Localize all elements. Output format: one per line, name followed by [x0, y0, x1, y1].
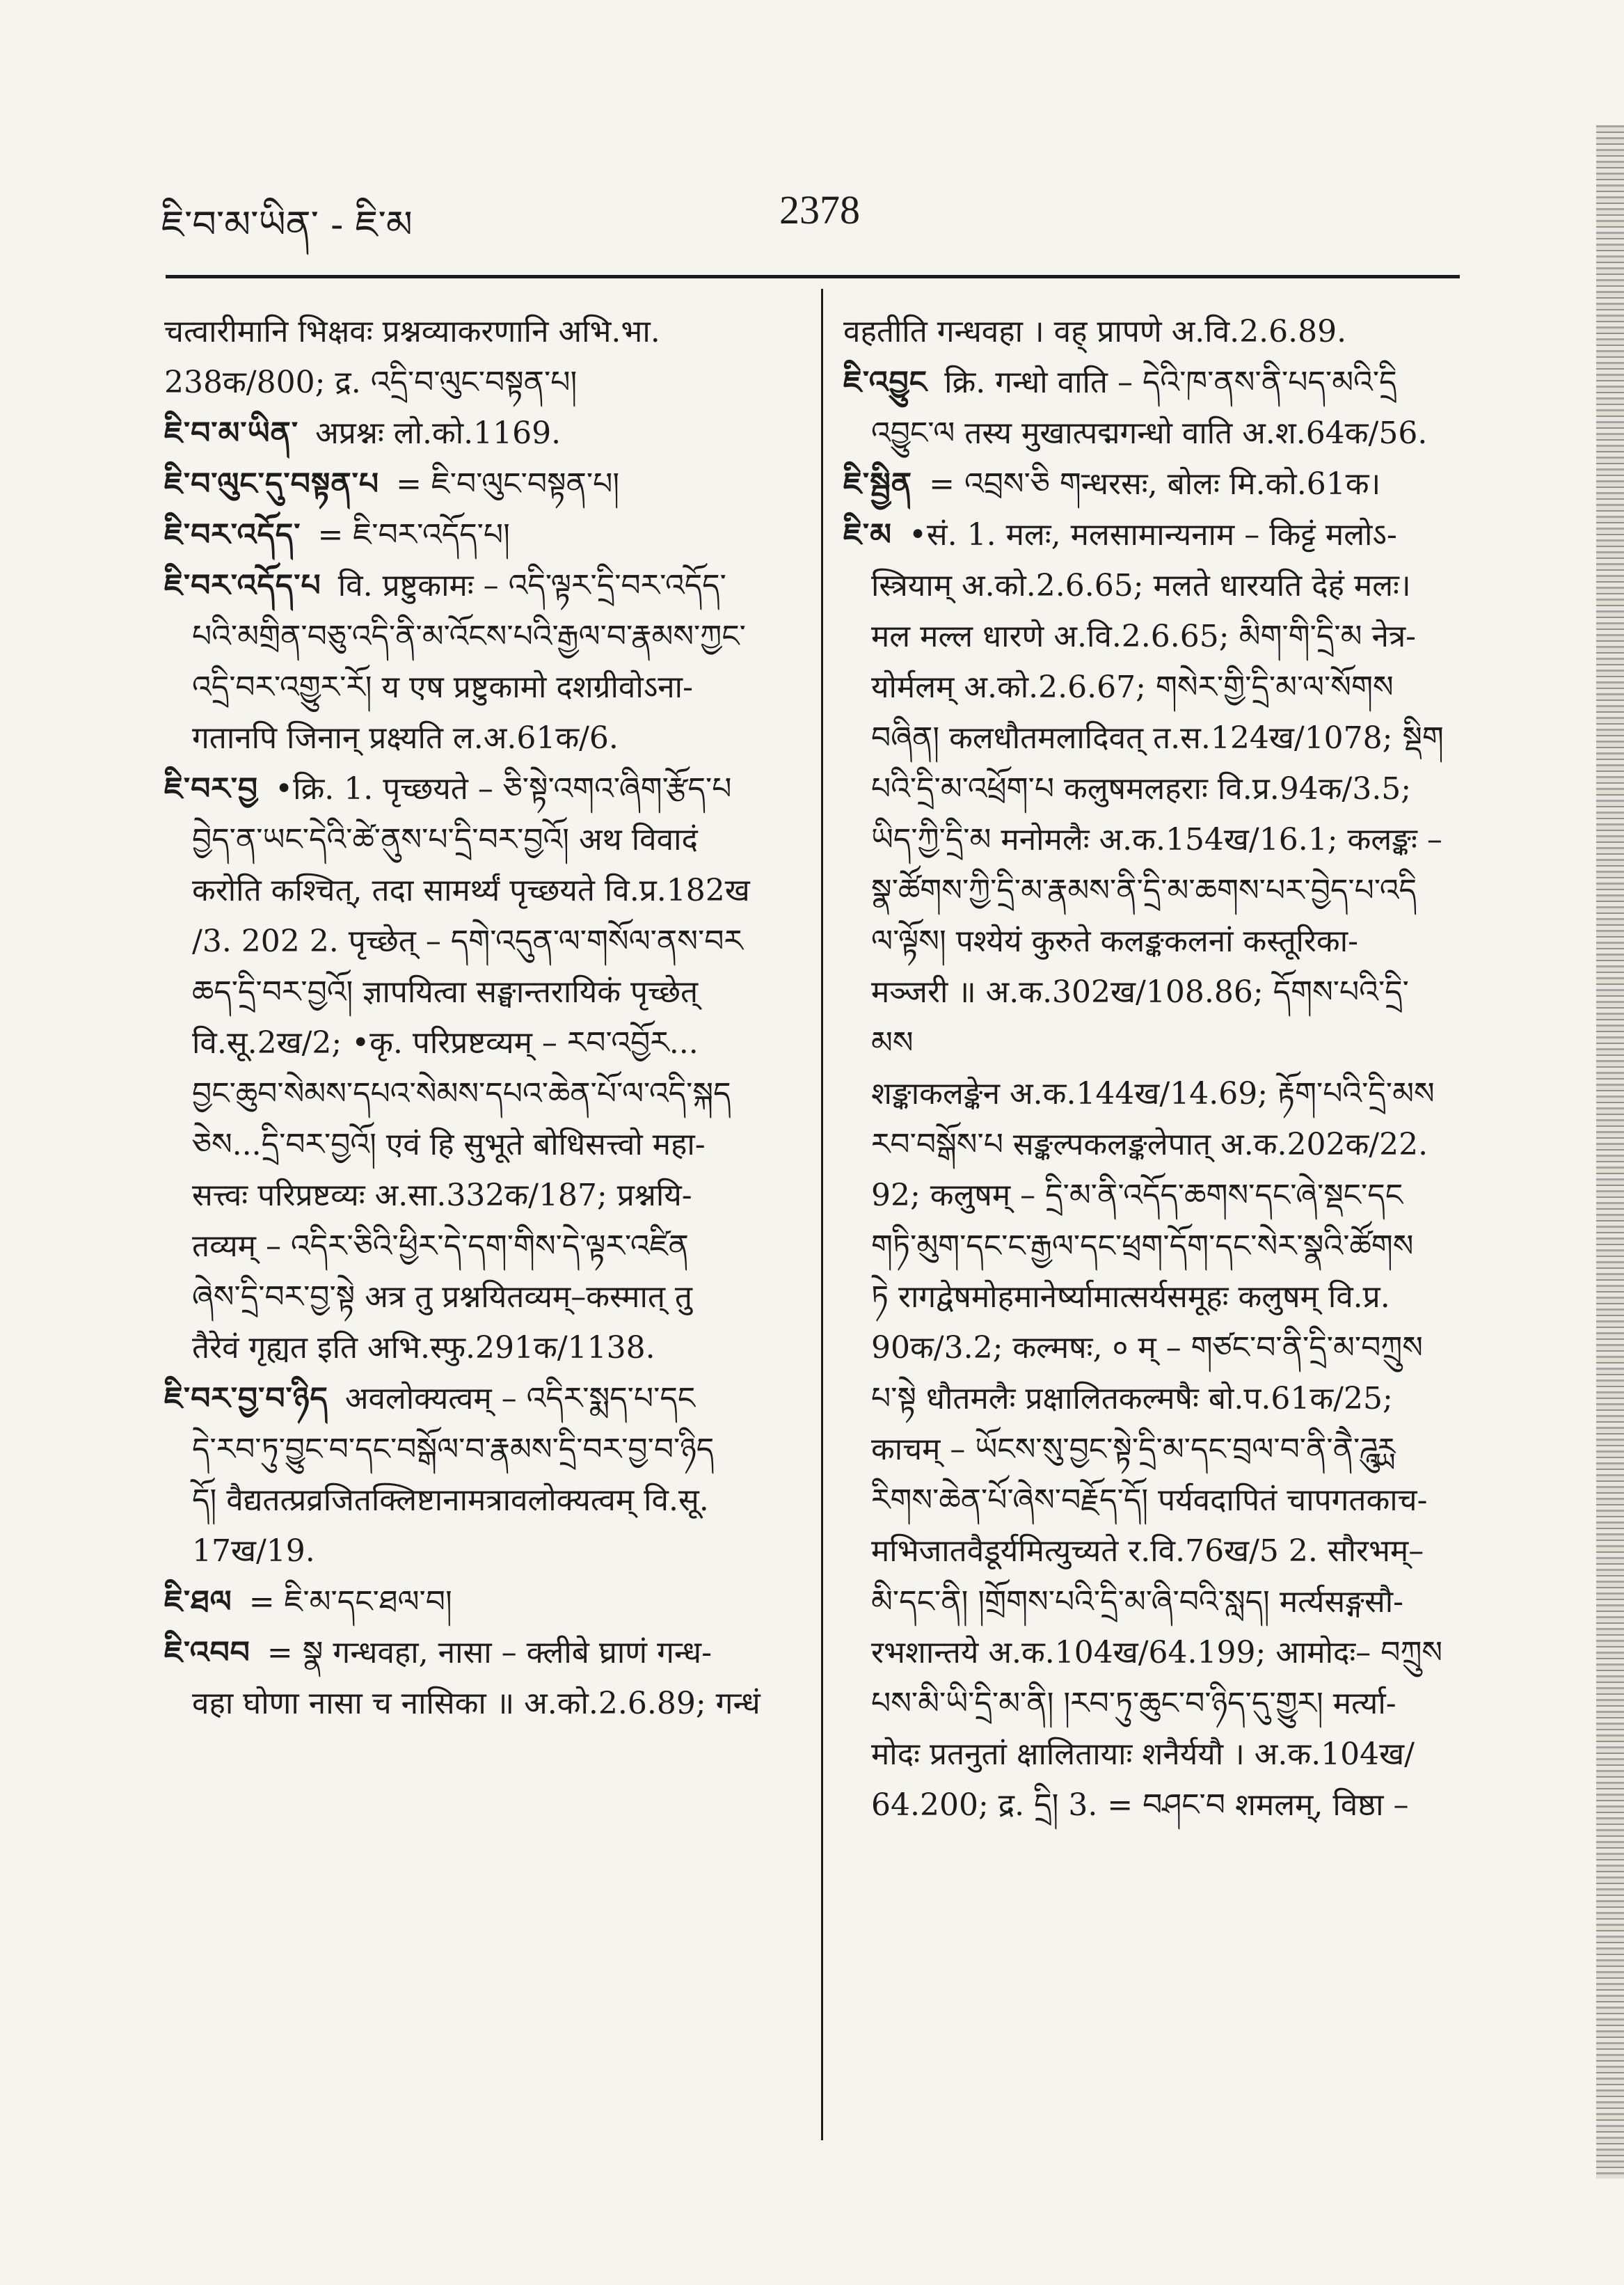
entry-line: [843, 764, 1449, 814]
entry-line: [843, 1068, 1449, 1119]
entry-line: [843, 1475, 1449, 1526]
entry-text: तव्यम् – འདིར་ཅིའི་ཕྱིར་དེ་དག་གིས་དེ་ལྟར་འཛིན: [192, 1228, 689, 1264]
entry-line: [164, 865, 790, 916]
entry-text: चत्वारीमानि भिक्षवः प्रश्नव्याकरणानि अभि.भा.: [164, 314, 660, 349]
entry-text: सत्त्वः परिप्रष्टव्यः अ.सा.332क/187; प्रश्नयि-: [192, 1178, 692, 1213]
entry-line: [843, 306, 1449, 357]
headword: ཇི་བར་འདོད་: [164, 517, 301, 553]
entry-text: འདྲི་བར་འགྱུར་རོ། य एष प्रष्टुकामो दशग्रीवोऽना-: [192, 670, 693, 705]
entry-line: [164, 1068, 790, 1119]
running-header: ཇི་བ་མ་ཡིན་ - ཇི་མ: [161, 203, 413, 246]
entry-line: [843, 1627, 1449, 1678]
entry-text: •क्रि. 1. पृच्छयते – ཅི་སྟེ་འགའ་ཞིག་རྩོད་པ: [275, 771, 732, 807]
right-column: [843, 306, 1449, 1831]
entry-text: मोदः प्रतनुतां क्षालितायाः शनैर्ययौ । अ.क.104ख/: [871, 1737, 1415, 1772]
dictionary-entry: [843, 509, 1449, 560]
entry-line: [843, 1729, 1449, 1780]
entry-text: སྣ་ཚོགས་ཀྱི་དྲི་མ་རྣམས་ནི་དྲི་མ་ཆགས་པར་བྱེད་པ་འདི: [871, 873, 1417, 908]
dictionary-entry: [843, 357, 1449, 408]
headword: ཇི་བར་འདོད་པ: [164, 568, 321, 603]
entry-text: པས་མི་ཡི་དྲི་མ་ནི། །རབ་ཏུ་ཆུང་བ་ཉིད་དུ་གྱུར། मर्त्या-: [871, 1686, 1396, 1721]
entry-text: མི་དང་ནི། །གྲོགས་པའི་དྲི་མ་ཞི་བའི་སླད། मर्त्यसङ्गसौ-: [871, 1584, 1404, 1620]
entry-text: वि. प्रष्टुकामः – འདི་ལྟར་དྲི་བར་འདོད་: [337, 568, 726, 603]
entry-line: [164, 1018, 790, 1068]
entry-line: [843, 662, 1449, 713]
entry-text: = སྣ गन्धवहा, नासा – क्लीबे घ्राणं गन्ध-: [266, 1635, 712, 1670]
entry-line: [843, 1119, 1449, 1170]
left-column: [164, 306, 790, 1729]
entry-text: योर्मलम् अ.को.2.6.67; གསེར་གྱི་དྲི་མ་ལ་སོགས: [871, 670, 1394, 705]
page-number: 2378: [779, 187, 860, 232]
entry-text: शङ्काकलङ्केन अ.क.144ख/14.69; རྟོག་པའི་དྲི་མས: [871, 1076, 1435, 1112]
entry-line: [843, 916, 1449, 967]
headword: ཇི་མ: [843, 517, 892, 553]
dictionary-entry: [164, 1373, 790, 1424]
page-edge: [1596, 125, 1624, 2179]
entry-text: རབ་བསྒོས་པ सङ्कल्पकलङ्कलेपात् अ.क.202क/22.: [871, 1127, 1428, 1162]
entry-text: 238क/800; द्र. འདྲི་བ་ལུང་བསྟན་པ།: [164, 365, 578, 400]
entry-text: བཞིན། कलधौतमलादिवत् त.स.124ख/1078; སྡིག: [871, 720, 1444, 756]
entry-text: ཆད་དྲི་བར་བྱའོ། ज्ञापयित्वा सङ्घान्तरायिकं पृच्छेत्: [192, 974, 699, 1010]
entry-text: པ་སྟེ धौतमलैः प्रक्षालितकल्मषैः बो.प.61क/25;: [871, 1381, 1393, 1416]
entry-line: [843, 1576, 1449, 1627]
dictionary-entry: [164, 1627, 790, 1678]
headword: ཇི་འབྱུང: [843, 365, 928, 400]
entry-line: [843, 1424, 1449, 1475]
entry-line: [843, 1322, 1449, 1373]
entry-text: अवलोक्यत्वम् – འདིར་སྨད་པ་དང: [344, 1381, 696, 1416]
entry-line: [843, 611, 1449, 662]
dictionary-entry: [164, 1576, 790, 1627]
entry-text: ཅེས...དྲི་བར་བྱའོ། एवं हि सुभूते बोधिसत्त्वो महा-: [192, 1127, 706, 1162]
entry-text: = ཇི་བར་འདོད་པ།: [317, 517, 510, 553]
entry-line: [164, 1119, 790, 1170]
entry-text: ལ་ལྟོས། पश्येयं कुरुते कलङ्ककलनां कस्तूरिका-: [871, 924, 1358, 959]
entry-text: དོ། वैद्यतत्प्रव्रजितक्लिष्टानामत्रावलोक्यत्वम् वि.सू.: [192, 1483, 709, 1518]
entry-text: དེ་རབ་ཏུ་བྱུང་བ་དང་བསྒོལ་བ་རྣམས་དྲི་བར་བྱ་བ་ཉིད: [192, 1432, 715, 1467]
dictionary-entry: [843, 459, 1449, 509]
entry-text: स्त्रियाम् अ.को.2.6.65; मलते धारयति देहं मलः।: [871, 568, 1411, 603]
entry-text: རིགས་ཆེན་པོ་ཞེས་བརྗོད་དོ། पर्यवदापितं चापगतकाच-: [871, 1483, 1428, 1518]
entry-line: [843, 1780, 1449, 1831]
entry-line: [164, 1678, 790, 1729]
entry-line: [164, 1272, 790, 1322]
entry-text: = ཇི་བ་ལུང་བསྟན་པ།: [396, 466, 620, 502]
entry-text: अप्रश्नः लो.को.1169.: [315, 416, 562, 451]
entry-line: [164, 306, 790, 357]
entry-line: [843, 1221, 1449, 1272]
entry-line: [164, 611, 790, 662]
dictionary-entry: [164, 560, 790, 611]
entry-line: [164, 357, 790, 408]
entry-text: क्रि. गन्धो वाति – དེའི་ཁ་ནས་ནི་པད་མའི་དྲི: [944, 365, 1397, 400]
entry-line: [164, 713, 790, 764]
entry-text: •सं. 1. मलः, मलसामान्यनाम – किट्टं मलोऽ-: [908, 517, 1397, 553]
headword: ཇི་འབབ: [164, 1635, 250, 1670]
entry-text: गतानपि जिनान् प्रक्ष्यति ल.अ.61क/6.: [192, 720, 619, 756]
entry-text: वहतीति गन्धवहा । वह् प्रापणे अ.वि.2.6.89.: [843, 314, 1347, 349]
headword: ཇི་བར་བྱ་བ་ཉིད: [164, 1381, 328, 1416]
entry-line: [164, 1322, 790, 1373]
entry-text: ཞེས་དྲི་བར་བྱ་སྟེ अत्र तु प्रश्नयितव्यम्–कस्मात् तु: [192, 1279, 692, 1315]
dictionary-entry: [164, 764, 790, 814]
entry-line: [843, 1272, 1449, 1322]
dictionary-entry: [164, 509, 790, 560]
headword: ཇི་ཐལ: [164, 1584, 232, 1620]
entry-line: [843, 713, 1449, 764]
entry-line: [843, 1526, 1449, 1576]
entry-line: [164, 1526, 790, 1576]
entry-text: བྱེད་ན་ཡང་དེའི་ཚེ་ནུས་པ་དྲི་བར་བྱའོ། अथ विवादं: [192, 822, 698, 857]
entry-text: པའི་མགྲིན་བཅུ་འདི་ནི་མ་འོངས་པའི་རྒྱལ་བ་རྣམས་ཀྱང་: [192, 619, 746, 654]
dictionary-entry: [164, 408, 790, 459]
entry-text: मभिजातवैडूर्यमित्युच्यते र.वि.76ख/5 2. सौरभम्–: [871, 1533, 1424, 1569]
entry-text: ཏེ रागद्वेषमोहमानेर्ष्यामात्सर्यसमूहः कलुषम् वि.प्र.: [871, 1279, 1390, 1315]
entry-text: འབྱུང་ལ तस्य मुखात्पद्मगन्धो वाति अ.श.64क/56.: [871, 416, 1428, 451]
entry-line: [164, 1221, 790, 1272]
entry-line: [164, 1170, 790, 1221]
entry-text: = འབྲས་ཅི གन्धरसः, बोलः मि.को.61क।: [929, 466, 1381, 502]
entry-text: तैरेवं गृह्यत इति अभि.स्फु.291क/1138.: [192, 1330, 655, 1366]
entry-line: [164, 814, 790, 865]
entry-text: = ཇི་མ་དང་ཐལ་བ།: [248, 1584, 452, 1620]
header-rule: [166, 275, 1460, 278]
entry-line: [164, 916, 790, 967]
entry-text: ཡིད་ཀྱི་དྲི་མ मनोमलैः अ.क.154ख/16.1; कलङ्कः –: [871, 822, 1442, 857]
entry-text: मञ्जरी ॥ अ.क.302ख/108.86; དོགས་པའི་དྲི་མས: [871, 974, 1409, 1061]
entry-line: [843, 967, 1449, 1068]
entry-line: [843, 1678, 1449, 1729]
entry-line: [843, 560, 1449, 611]
entry-text: 92; कलुषम् – དྲི་མ་ནི་འདོད་ཆགས་དང་ཞེ་སྡང་དང: [871, 1178, 1403, 1213]
entry-text: བྱང་ཆུབ་སེམས་དཔའ་སེམས་དཔའ་ཆེན་པོ་ལ་འདི་སྐད: [192, 1076, 731, 1112]
entry-text: वहा घोणा नासा च नासिका ॥ अ.को.2.6.89; गन्धं: [192, 1686, 761, 1721]
entry-text: གཏི་མུག་དང་ང་རྒྱལ་དང་ཕྲག་དོག་དང་སེར་སྣའི་ཚོགས: [871, 1228, 1414, 1264]
headword: ཇི་བ་མ་ཡིན་: [164, 416, 299, 451]
entry-text: रभशान्तये अ.क.104ख/64.199; आमोदः– བཀྲུས: [871, 1635, 1443, 1670]
entry-text: པའི་དྲི་མ་འཕྲོག་པ कलुषमलहराः वि.प्र.94क/3.5;: [871, 771, 1412, 807]
entry-text: वि.सू.2ख/2; •कृ. परिप्रष्टव्यम् – རབ་འབྱོར...: [192, 1025, 699, 1061]
entry-text: 17ख/19.: [192, 1533, 315, 1569]
entry-text: /3. 202 2. पृच्छेत् – དགེ་འདུན་ལ་གསོལ་ནས་བར: [192, 924, 743, 959]
entry-line: [164, 1424, 790, 1475]
entry-line: [164, 662, 790, 713]
entry-line: [843, 1373, 1449, 1424]
entry-line: [164, 967, 790, 1018]
entry-text: 90क/3.2; कल्मषः, ० म् – གཙང་བ་ནི་དྲི་མ་བཀྲུས: [871, 1330, 1423, 1366]
entry-text: करोति कश्चित्, तदा सामर्थ्यं पृच्छयते वि.प्र.182ख: [192, 873, 750, 908]
dictionary-entry: [164, 459, 790, 509]
entry-text: मल मल्ल धारणे अ.वि.2.6.65; མིག་གི་དྲི་མ नेत्र-: [871, 619, 1417, 654]
entry-text: काचम् – ཡོངས་སུ་བྱང་སྟེ་དྲི་མ་དང་བྲལ་བ་ནི་ནཻ་ཌཱུཪྻ: [871, 1432, 1396, 1467]
headword: ཇི་བར་བྱ: [164, 771, 259, 807]
column-divider: [821, 289, 823, 2140]
entry-line: [843, 865, 1449, 916]
entry-line: [164, 1475, 790, 1526]
headword: ཇི་སྦྱིན: [843, 466, 913, 502]
entry-text: 64.200; द्र. དྲི། 3. = བཤང་བ शमलम्, विष्ठा –: [871, 1787, 1409, 1823]
headword: ཇི་བ་ལུང་དུ་བསྟན་པ: [164, 466, 380, 502]
entry-line: [843, 814, 1449, 865]
entry-line: [843, 1170, 1449, 1221]
entry-line: [843, 408, 1449, 459]
